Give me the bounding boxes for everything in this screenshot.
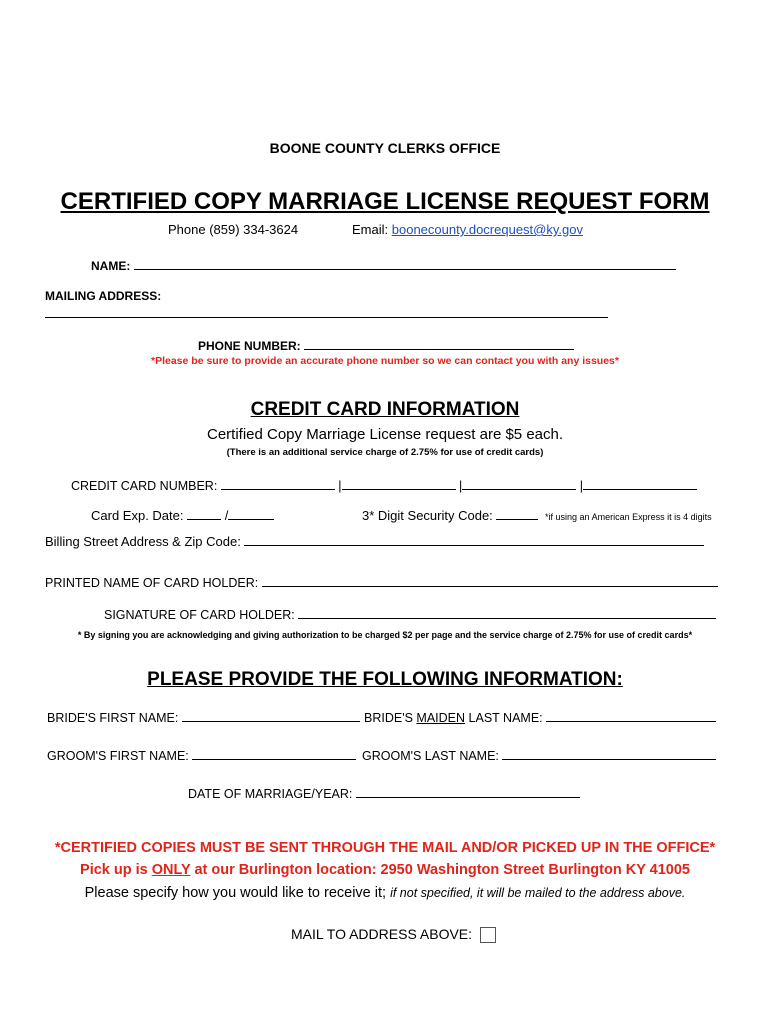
notice-line-3 xyxy=(0,885,770,901)
exp-date-label: Card Exp. Date: xyxy=(91,508,184,523)
office-name: BOONE COUNTY CLERKS OFFICE xyxy=(269,140,501,156)
printed-name-line[interactable] xyxy=(262,575,718,587)
groom-last-line[interactable] xyxy=(502,748,716,760)
name-label: NAME: xyxy=(91,259,131,273)
notice-line-2 xyxy=(0,862,770,878)
bride-last-label-post: LAST NAME: xyxy=(468,711,543,725)
signature-field xyxy=(104,607,716,622)
card-number-label: CREDIT CARD NUMBER: xyxy=(71,479,218,493)
billing-line[interactable] xyxy=(244,534,704,546)
page-title-text: CERTIFIED COPY MARRIAGE LICENSE REQUEST FORM xyxy=(60,188,710,215)
card-number-part-1[interactable] xyxy=(221,478,335,490)
info-heading-text: PLEASE PROVIDE THE FOLLOWING INFORMATION: xyxy=(147,669,623,690)
phone-contact: Phone (859) 334-3624 xyxy=(168,222,299,237)
phone-number-field xyxy=(198,338,574,353)
notice-line-2-only: ONLY xyxy=(151,862,191,878)
printed-name-label: PRINTED NAME OF CARD HOLDER: xyxy=(45,576,259,590)
notice-line-2-post: at our Burlington location: 2950 Washington Street Burlington KY 41005 xyxy=(194,862,690,878)
groom-first-line[interactable] xyxy=(192,748,356,760)
mail-option-checkbox[interactable] xyxy=(480,927,496,943)
notice-line-1: *CERTIFIED COPIES MUST BE SENT THROUGH THE MAIL AND/OR PICKED UP IN THE OFFICE* xyxy=(54,840,716,856)
bride-first-label: BRIDE'S FIRST NAME: xyxy=(47,711,179,725)
name-line[interactable] xyxy=(134,258,676,270)
bride-last-label-maiden: MAIDEN xyxy=(416,711,466,725)
card-number-part-2[interactable] xyxy=(342,478,456,490)
phone-note: *Please be sure to provide an accurate phone number so we can contact you with any issues* xyxy=(151,355,619,367)
info-heading xyxy=(0,669,770,691)
card-number-field: CREDIT CARD NUMBER: | | | xyxy=(71,478,697,493)
card-number-part-3[interactable] xyxy=(462,478,576,490)
billing-field xyxy=(45,534,704,549)
groom-last-label: GROOM'S LAST NAME: xyxy=(362,749,499,763)
exp-year-line[interactable] xyxy=(228,508,274,520)
security-code-field xyxy=(362,508,712,523)
email-link[interactable]: boonecounty.docrequest@ky.gov xyxy=(391,222,583,237)
name-field xyxy=(91,258,676,273)
notice-line-3-text: Please specify how you would like to receive it; xyxy=(84,885,387,901)
bride-last-field xyxy=(364,710,716,725)
amex-note: *if using an American Express it is 4 digits xyxy=(545,512,712,522)
email-label: Email: xyxy=(352,222,389,237)
card-number-part-4[interactable] xyxy=(583,478,697,490)
mailing-address-line[interactable] xyxy=(45,307,608,318)
signature-label: SIGNATURE OF CARD HOLDER: xyxy=(104,608,295,622)
bride-last-line[interactable] xyxy=(546,710,716,722)
notice-line-2-pre: Pick up is xyxy=(80,862,148,878)
mailing-address-label: MAILING ADDRESS: xyxy=(45,289,162,303)
security-code-line[interactable] xyxy=(496,508,538,520)
email-contact xyxy=(352,222,583,237)
phone-number-label: PHONE NUMBER: xyxy=(198,339,301,353)
phone-number-line[interactable] xyxy=(304,338,574,350)
billing-label: Billing Street Address & Zip Code: xyxy=(45,534,241,549)
page-title xyxy=(0,188,770,216)
exp-date-field: Card Exp. Date: / xyxy=(91,508,274,523)
date-label: DATE OF MARRIAGE/YEAR: xyxy=(188,787,353,801)
groom-last-field xyxy=(362,748,716,763)
mail-option-label: MAIL TO ADDRESS ABOVE: xyxy=(291,926,473,942)
date-field xyxy=(188,786,580,801)
mail-option xyxy=(291,926,496,943)
credit-heading-text: CREDIT CARD INFORMATION xyxy=(250,399,520,420)
sign-note: * By signing you are acknowledging and giving authorization to be charged $2 per page and the service charge of 2.75% for use of credit cards* xyxy=(77,630,693,640)
price-text: Certified Copy Marriage License request are $5 each. xyxy=(206,426,564,443)
charge-note: (There is an additional service charge of 2.75% for use of credit cards) xyxy=(226,447,544,458)
security-code-label: 3* Digit Security Code: xyxy=(362,508,493,523)
printed-name-field xyxy=(45,575,718,590)
signature-line[interactable] xyxy=(298,607,716,619)
notice-line-3-italic: if not specified, it will be mailed to the address above. xyxy=(390,886,686,900)
groom-first-label: GROOM'S FIRST NAME: xyxy=(47,749,189,763)
exp-month-line[interactable] xyxy=(187,508,221,520)
groom-first-field xyxy=(47,748,356,763)
bride-first-field xyxy=(47,710,360,725)
date-line[interactable] xyxy=(356,786,580,798)
bride-last-label-pre: BRIDE'S xyxy=(364,711,413,725)
credit-heading xyxy=(0,399,770,421)
bride-first-line[interactable] xyxy=(182,710,360,722)
